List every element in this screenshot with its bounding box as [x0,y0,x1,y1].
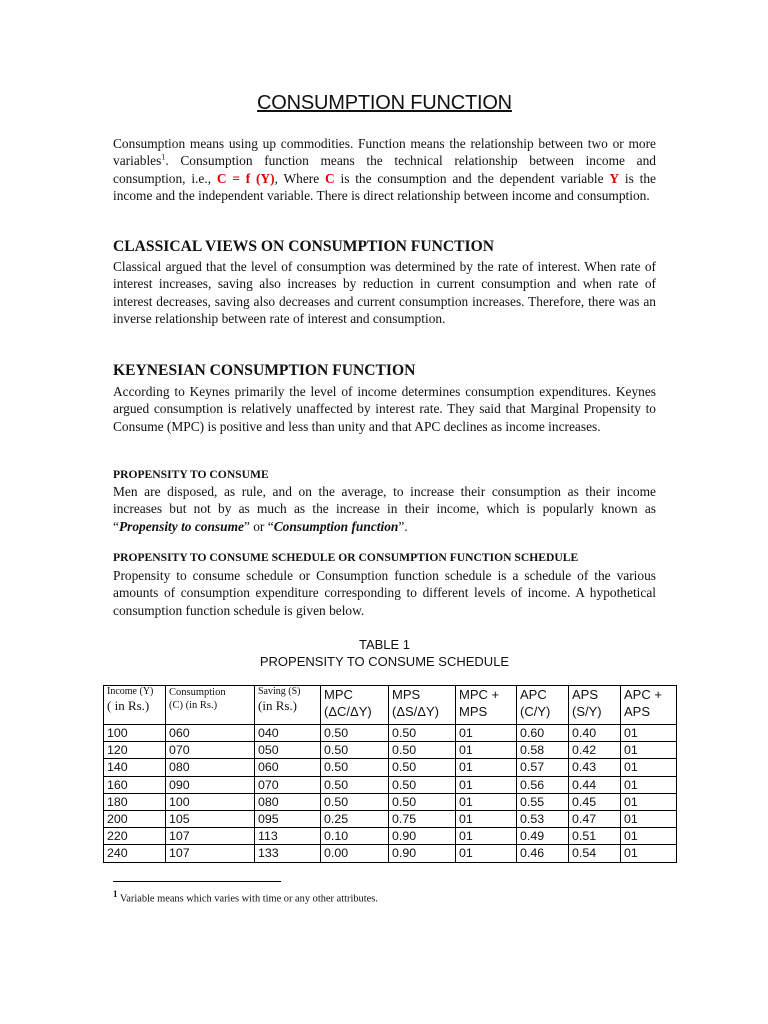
table-cell: 133 [255,845,321,862]
table-row [104,759,677,776]
table-cell: 0.55 [517,793,569,810]
table-cell: 070 [166,742,255,759]
table-cell: 0.44 [569,776,621,793]
intro-text-3: , Where [274,170,325,186]
table-cell: 0.40 [569,725,621,742]
table-cell: 160 [104,776,166,793]
header-mps: MPS (ΔS/ΔY) [389,686,456,725]
table-row [104,793,677,810]
table-cell: 0.50 [389,742,456,759]
table-cell: 0.60 [517,725,569,742]
header-apc-aps: APC + APS [621,686,677,725]
table-cell: 0.90 [389,828,456,845]
table-cell: 0.75 [389,811,456,828]
table-cell: 0.51 [569,828,621,845]
table-cell: 240 [104,845,166,862]
table-cell: 060 [166,725,255,742]
table-cell: 060 [255,759,321,776]
table-cell: 090 [166,776,255,793]
table-cell: 0.58 [517,742,569,759]
intro-text-5: is the income and the independent variable. There is direct relationship between income and consumption. [113,170,656,204]
table-cell: 0.49 [517,828,569,845]
formula-text: C = f (Y) [216,170,275,186]
header-mpc: MPC (ΔC/ΔY) [321,686,389,725]
table-cell: 0.90 [389,845,456,862]
table-row [104,742,677,759]
propensity-text-2: ” or “ [243,518,274,534]
classical-heading: CLASSICAL VIEWS ON CONSUMPTION FUNCTION [113,238,494,255]
header-aps: APS (S/Y) [569,686,621,725]
table-cell: 01 [621,725,677,742]
propensity-heading: PROPENSITY TO CONSUME [113,468,269,481]
table-cell: 01 [621,742,677,759]
table-cell: 01 [456,793,517,810]
table-cell: 107 [166,828,255,845]
table-cell: 0.50 [321,759,389,776]
footnote-reference[interactable]: 1 [161,152,166,162]
table-cell: 0.47 [569,811,621,828]
table-cell: 0.54 [569,845,621,862]
table-row [104,845,677,862]
table-caption-title: PROPENSITY TO CONSUME SCHEDULE [259,654,510,669]
table-cell: 01 [456,845,517,862]
table-cell: 01 [621,793,677,810]
propensity-paragraph [113,483,656,535]
table-cell: 200 [104,811,166,828]
table-row [104,776,677,793]
footnote [113,887,656,906]
table-cell: 0.50 [389,776,456,793]
propensity-text-3: ”. [398,518,408,534]
table-cell: 0.50 [321,793,389,810]
intro-paragraph [113,135,656,205]
table-cell: 0.53 [517,811,569,828]
table-cell: 0.42 [569,742,621,759]
table-cell: 01 [456,776,517,793]
propensity-text-1: Men are disposed, as rule, and on the average, to increase their consumption as their income increases but not by as much as the increase in their income, which is popularly known as “ [113,484,656,534]
table-cell: 095 [255,811,321,828]
table-cell: 0.10 [321,828,389,845]
page-title: CONSUMPTION FUNCTION [257,92,512,114]
table-cell: 100 [104,725,166,742]
variable-y: Y [609,170,620,186]
table-cell: 100 [166,793,255,810]
table-cell: 01 [621,759,677,776]
table-cell: 01 [456,725,517,742]
table-cell: 01 [621,776,677,793]
keynesian-paragraph: According to Keynes primarily the level of income determines consumption expenditures. Keynes argued consumption is relatively unaffected by interest rate. They said that Marginal Propensity to Consume (MPC) is positive and less than unity and that APC declines as income increases. [113,384,656,434]
table-cell: 01 [456,811,517,828]
variable-c: C [325,170,335,186]
table-cell: 0.46 [517,845,569,862]
table-cell: 01 [456,759,517,776]
table-cell: 01 [456,742,517,759]
table-cell: 080 [255,793,321,810]
footnote-divider [113,881,281,882]
table-cell: 140 [104,759,166,776]
table-cell: 0.50 [389,725,456,742]
table-cell: 0.50 [389,759,456,776]
consumption-schedule-table [103,685,677,863]
table-cell: 0.50 [321,725,389,742]
table-cell: 105 [166,811,255,828]
table-cell: 01 [456,828,517,845]
header-consumption: Consumption (C) (in Rs.) [166,686,255,725]
table-cell: 107 [166,845,255,862]
table-cell: 0.25 [321,811,389,828]
table-cell: 120 [104,742,166,759]
table-cell: 01 [621,845,677,862]
table-cell: 113 [255,828,321,845]
classical-paragraph: Classical argued that the level of consumption was determined by the rate of interest. When rate of interest increases, saving also increases by reduction in current consumption and when rate of interest decreases, saving also decreases and current consumption increases. Therefore, there was an inverse relationship between rate of interest and consumption. [113,259,656,327]
header-income: Income (Y) ( in Rs.) [104,686,166,725]
table-row [104,828,677,845]
header-mpc-mps: MPC + MPS [456,686,517,725]
table-cell: 0.43 [569,759,621,776]
table-cell: 0.50 [321,742,389,759]
table-cell: 050 [255,742,321,759]
header-saving: Saving (S) (in Rs.) [255,686,321,725]
intro-text-4: is the consumption and the dependent variable [334,170,610,186]
intro-text-1: Consumption means using up commodities. Function means the relationship between two or more variables [113,136,656,169]
table-cell: 220 [104,828,166,845]
table-cell: 01 [621,811,677,828]
footnote-text: Variable means which varies with time or any other attributes. [117,893,378,905]
keynesian-heading: KEYNESIAN CONSUMPTION FUNCTION [113,362,416,379]
propensity-term-1: Propensity to consume [118,518,244,534]
schedule-paragraph: Propensity to consume schedule or Consumption function schedule is a schedule of the various amounts of consumption expenditure corresponding to different levels of income. A hypothetical consumption function schedule is given below. [113,568,656,618]
propensity-term-2: Consumption function [273,518,399,534]
table-cell: 0.56 [517,776,569,793]
schedule-heading: PROPENSITY TO CONSUME SCHEDULE OR CONSUMPTION FUNCTION SCHEDULE [113,551,579,564]
table-cell: 0.45 [569,793,621,810]
table-cell: 0.50 [321,776,389,793]
table-cell: 0.50 [389,793,456,810]
table-cell: 0.00 [321,845,389,862]
table-cell: 0.57 [517,759,569,776]
table-cell: 180 [104,793,166,810]
table-cell: 040 [255,725,321,742]
table-row [104,811,677,828]
table-cell: 01 [621,828,677,845]
table-header-row [104,686,677,725]
header-apc: APC (C/Y) [517,686,569,725]
table-cell: 070 [255,776,321,793]
table-row [104,725,677,742]
intro-text-2: . Consumption function means the technical relationship between income and consumption, i.e., [113,153,656,186]
table-cell: 080 [166,759,255,776]
footnote-mark: 1 [113,889,118,899]
table-caption-number: TABLE 1 [358,637,411,652]
